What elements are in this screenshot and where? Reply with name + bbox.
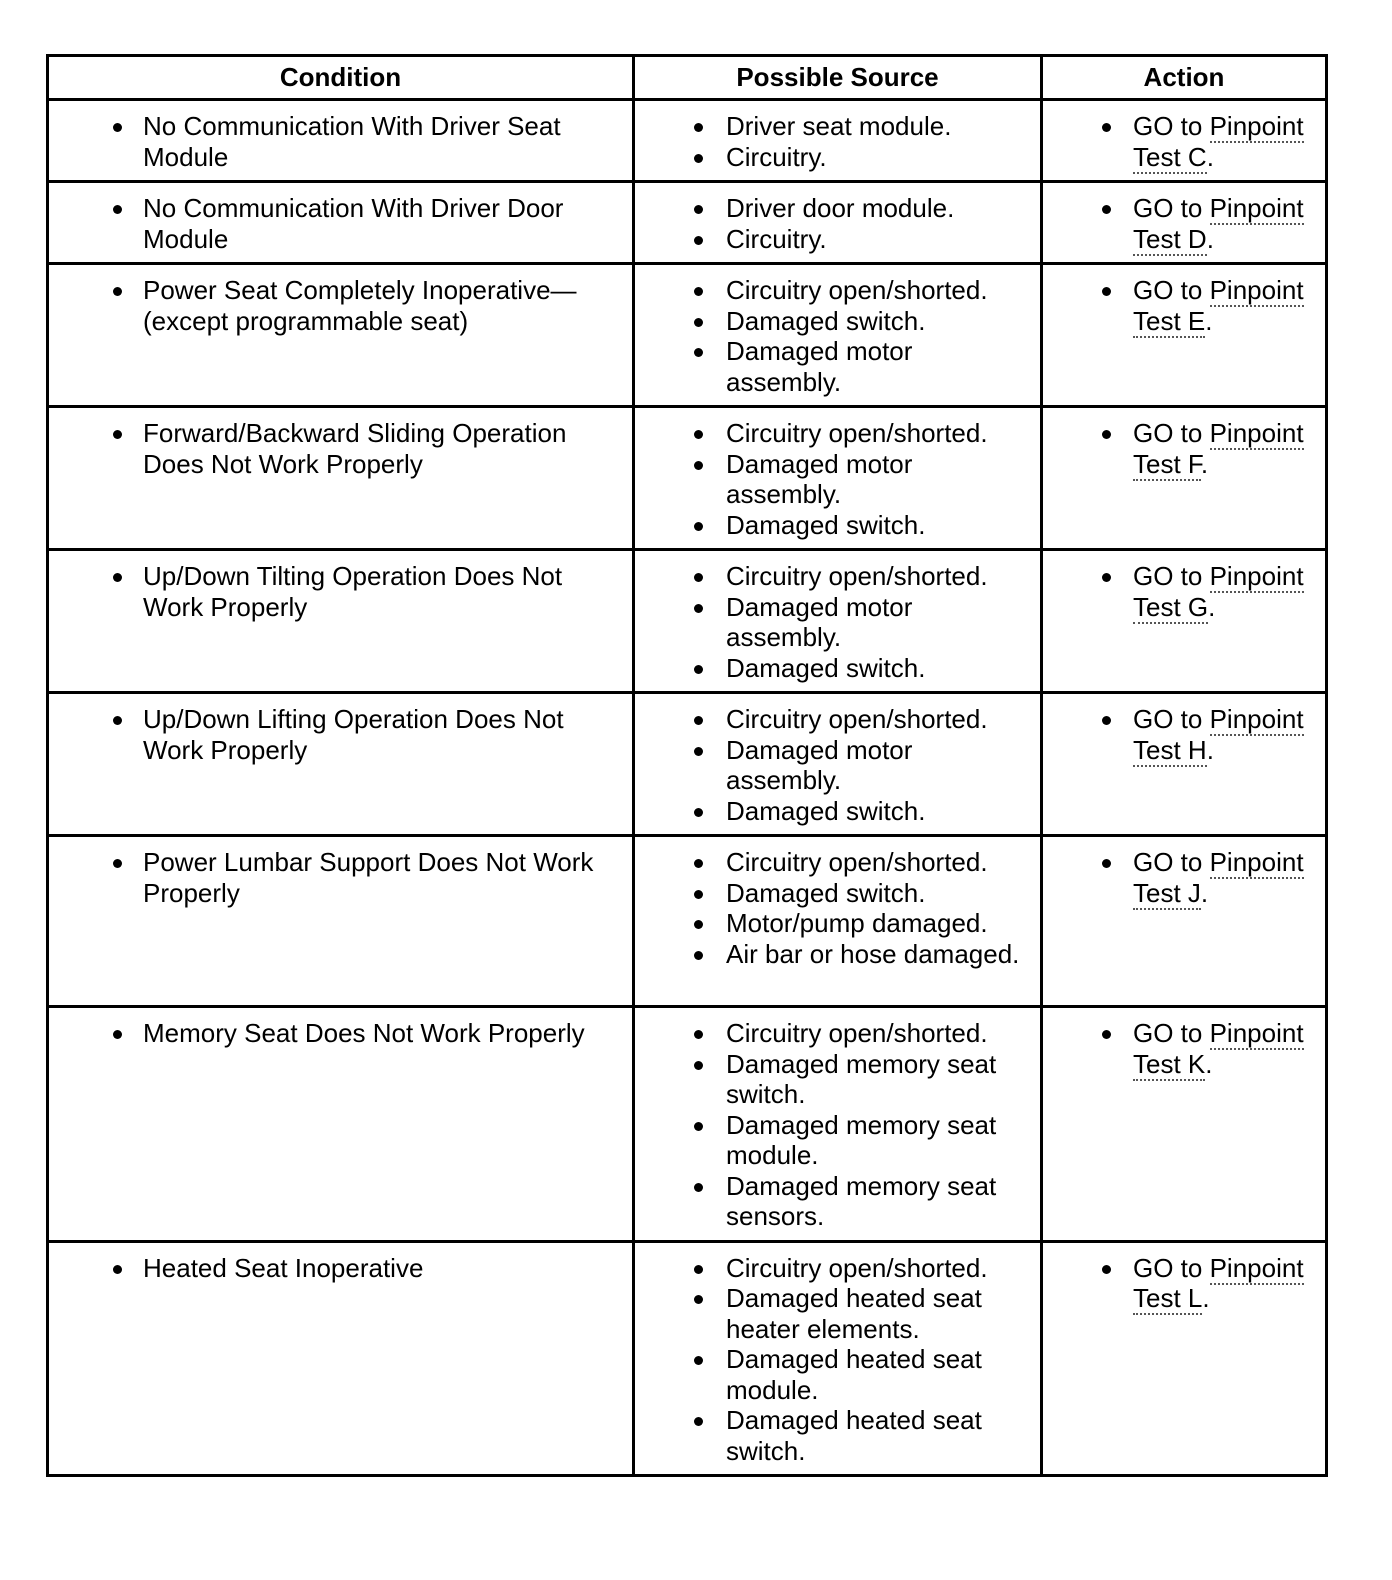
- source-item: Damaged switch.: [635, 878, 1034, 909]
- condition-cell: [48, 836, 634, 1007]
- source-item: Damaged heated seat heater elements.: [635, 1283, 1034, 1344]
- action-prefix: GO to: [1133, 847, 1210, 877]
- pinpoint-test-link[interactable]: Pinpoint Test F: [1133, 418, 1304, 479]
- pinpoint-test-link[interactable]: Pinpoint Test E: [1133, 275, 1304, 336]
- source-item: Damaged memory seat switch.: [635, 1049, 1034, 1110]
- pinpoint-test-link[interactable]: Pinpoint Test D: [1133, 193, 1304, 254]
- source-item: Damaged motor assembly.: [635, 735, 1034, 796]
- condition-text: Heated Seat Inoperative: [49, 1253, 626, 1284]
- action-prefix: GO to: [1133, 561, 1210, 591]
- table-row: [48, 407, 1327, 550]
- source-item: Circuitry open/shorted.: [635, 704, 1034, 735]
- possible-source-cell: [634, 1007, 1042, 1242]
- table-row: [48, 264, 1327, 407]
- condition-cell: [48, 693, 634, 836]
- action-suffix: .: [1206, 223, 1214, 254]
- source-item: Circuitry.: [635, 224, 1034, 255]
- action-cell: [1042, 550, 1327, 693]
- action-prefix: GO to: [1133, 275, 1210, 305]
- action-suffix: .: [1206, 141, 1214, 172]
- condition-text: Up/Down Tilting Operation Does Not Work Properly: [49, 561, 626, 622]
- source-item: Circuitry open/shorted.: [635, 275, 1034, 306]
- action-suffix: .: [1206, 734, 1214, 765]
- possible-source-cell: [634, 182, 1042, 264]
- action-suffix: .: [1202, 1283, 1210, 1313]
- condition-text: Forward/Backward Sliding Operation Does Not Work Properly: [49, 418, 626, 479]
- source-item: Damaged motor assembly.: [635, 336, 1034, 397]
- action-item: [1043, 561, 1319, 622]
- condition-text: Power Lumbar Support Does Not Work Properly: [49, 847, 626, 908]
- source-item: Damaged memory seat module.: [635, 1110, 1034, 1171]
- source-item: Damaged switch.: [635, 306, 1034, 337]
- source-item: Circuitry open/shorted.: [635, 418, 1034, 449]
- source-item: Damaged heated seat switch.: [635, 1405, 1034, 1466]
- table-row: [48, 1241, 1327, 1476]
- action-cell: [1042, 1241, 1327, 1476]
- pinpoint-test-link[interactable]: Pinpoint Test H: [1133, 704, 1304, 765]
- action-item: [1043, 1253, 1319, 1314]
- condition-text: Up/Down Lifting Operation Does Not Work Properly: [49, 704, 626, 765]
- action-cell: [1042, 693, 1327, 836]
- possible-source-cell: [634, 100, 1042, 182]
- header-action: Action: [1042, 56, 1327, 100]
- condition-cell: [48, 407, 634, 550]
- table-row: [48, 1007, 1327, 1242]
- condition-cell: [48, 182, 634, 264]
- action-cell: [1042, 182, 1327, 264]
- source-item: Damaged heated seat module.: [635, 1344, 1034, 1405]
- source-item: Air bar or hose damaged.: [635, 939, 1034, 970]
- source-item: Damaged switch.: [635, 796, 1034, 827]
- source-item: Circuitry open/shorted.: [635, 847, 1034, 878]
- condition-text: Memory Seat Does Not Work Properly: [49, 1018, 626, 1049]
- source-item: Damaged memory seat sensors.: [635, 1171, 1034, 1232]
- condition-text: Power Seat Completely Inoperative—(except programmable seat): [49, 275, 626, 336]
- action-prefix: GO to: [1133, 1252, 1210, 1283]
- action-cell: [1042, 1007, 1327, 1242]
- action-prefix: GO to: [1133, 111, 1210, 141]
- action-suffix: .: [1200, 877, 1209, 908]
- source-item: Driver door module.: [635, 193, 1034, 224]
- source-item: Circuitry open/shorted.: [635, 561, 1034, 592]
- source-item: Motor/pump damaged.: [635, 908, 1034, 939]
- header-condition: Condition: [48, 56, 634, 100]
- source-item: Circuitry open/shorted.: [635, 1253, 1034, 1284]
- pinpoint-test-link[interactable]: Pinpoint Test G: [1133, 561, 1304, 622]
- source-item: Damaged motor assembly.: [635, 592, 1034, 653]
- pinpoint-test-link[interactable]: Pinpoint Test K: [1133, 1018, 1304, 1079]
- condition-text: No Communication With Driver Door Module: [49, 193, 626, 254]
- action-item: [1043, 847, 1319, 908]
- diagnosis-table: [46, 54, 1328, 1477]
- possible-source-cell: [634, 693, 1042, 836]
- source-item: Circuitry.: [635, 142, 1034, 173]
- action-suffix: .: [1205, 1048, 1213, 1079]
- action-cell: [1042, 407, 1327, 550]
- source-item: Driver seat module.: [635, 111, 1034, 142]
- header-row: [48, 56, 1327, 100]
- condition-text: No Communication With Driver Seat Module: [49, 111, 626, 172]
- condition-cell: [48, 264, 634, 407]
- action-item: [1043, 193, 1319, 254]
- possible-source-cell: [634, 836, 1042, 1007]
- action-prefix: GO to: [1133, 193, 1210, 223]
- action-item: [1043, 1018, 1319, 1079]
- action-prefix: GO to: [1133, 418, 1210, 448]
- table-row: [48, 550, 1327, 693]
- table-row: [48, 693, 1327, 836]
- action-cell: [1042, 100, 1327, 182]
- possible-source-cell: [634, 407, 1042, 550]
- condition-cell: [48, 1241, 634, 1476]
- condition-cell: [48, 100, 634, 182]
- action-suffix: .: [1208, 591, 1216, 622]
- possible-source-cell: [634, 550, 1042, 693]
- action-item: [1043, 275, 1319, 336]
- action-cell: [1042, 264, 1327, 407]
- action-item: [1043, 111, 1319, 172]
- pinpoint-test-link[interactable]: Pinpoint Test L: [1133, 1252, 1304, 1313]
- action-prefix: GO to: [1133, 704, 1210, 734]
- condition-cell: [48, 550, 634, 693]
- source-item: Damaged motor assembly.: [635, 449, 1034, 510]
- header-possible-source: Possible Source: [634, 56, 1042, 100]
- pinpoint-test-link[interactable]: Pinpoint Test C: [1133, 111, 1304, 172]
- pinpoint-test-link[interactable]: Pinpoint Test J: [1133, 847, 1304, 908]
- action-suffix: .: [1200, 448, 1209, 479]
- action-item: [1043, 418, 1319, 479]
- table-row: [48, 836, 1327, 1007]
- source-item: Damaged switch.: [635, 510, 1034, 541]
- source-item: Circuitry open/shorted.: [635, 1018, 1034, 1049]
- condition-cell: [48, 1007, 634, 1242]
- possible-source-cell: [634, 264, 1042, 407]
- possible-source-cell: [634, 1241, 1042, 1476]
- action-item: [1043, 704, 1319, 765]
- action-cell: [1042, 836, 1327, 1007]
- source-item: Damaged switch.: [635, 653, 1034, 684]
- table-row: [48, 182, 1327, 264]
- action-suffix: .: [1205, 305, 1213, 336]
- action-prefix: GO to: [1133, 1018, 1210, 1048]
- table-row: [48, 100, 1327, 182]
